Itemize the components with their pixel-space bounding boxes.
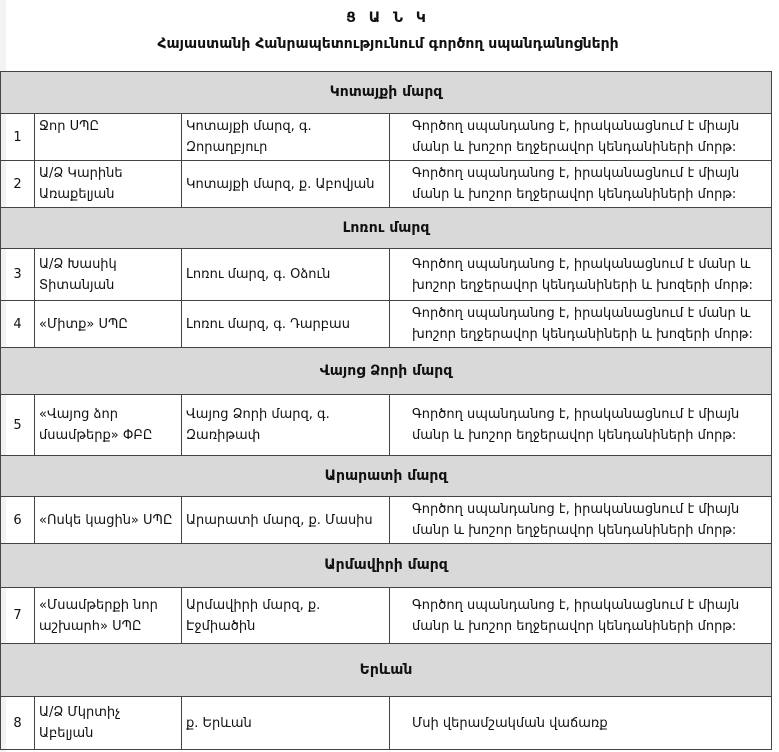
- description: Գործող սպանդանոց է, իրականացնում է միայն մանր և խոշոր եղջերավոր կենդանիների մորթ:: [390, 395, 772, 456]
- row-number: 5: [1, 395, 35, 456]
- location: Վայոց Ձորի մարզ, գ. Զառիթափ: [182, 395, 390, 456]
- region-header-row: [1, 644, 772, 697]
- table-row: [1, 301, 772, 348]
- row-number: 6: [1, 497, 35, 544]
- description: Մսի վերամշակման վաճառք: [390, 697, 772, 750]
- row-number: 7: [1, 588, 35, 644]
- company-name: Ա/Ձ Մկրտիչ Աբելյան: [35, 697, 182, 750]
- document-subtitle: Հայաստանի Հանրապետությունում գործող սպանդանոցների: [157, 36, 619, 52]
- location: Կոտայքի մարզ, գ. Զորաղբյուր: [182, 114, 390, 161]
- region-header-row: [1, 544, 772, 588]
- region-name: Արարատի մարզ: [1, 456, 772, 497]
- region-name: Արմավիրի մարզ: [1, 544, 772, 588]
- location: Լոռու մարզ, գ. Օձուն: [182, 249, 390, 301]
- region-name: Երևան: [1, 644, 772, 697]
- company-name: «Վայոց ձոր մսամթերք» ՓԲԸ: [35, 395, 182, 456]
- slaughterhouse-table: [0, 71, 772, 750]
- location: Լոռու մարզ, գ. Դարբաս: [182, 301, 390, 348]
- region-name: Կոտայքի մարզ: [1, 72, 772, 114]
- table-row: [1, 249, 772, 301]
- region-header-row: [1, 72, 772, 114]
- description: Գործող սպանդանոց է, իրականացնում է միայն մանր և խոշոր եղջերավոր կենդանիների մորթ:: [390, 497, 772, 544]
- description: Գործող սպանդանոց է, իրականացնում է միայն մանր և խոշոր եղջերավոր կենդանիների մորթ:: [390, 161, 772, 208]
- company-name: Ջոր ՍՊԸ: [35, 114, 182, 161]
- row-number: 1: [1, 114, 35, 161]
- table-row: [1, 697, 772, 750]
- table-row: [1, 114, 772, 161]
- row-number: 8: [1, 697, 35, 750]
- location: Արմավիրի մարզ, ք. Էջմիածին: [182, 588, 390, 644]
- description: Գործող սպանդանոց է, իրականացնում է մանր և խոշոր եղջերավոր կենդանիների և խոզերի մորթ:: [390, 301, 772, 348]
- company-name: «Մսամթերքի նոր աշխարհ» ՍՊԸ: [35, 588, 182, 644]
- row-number: 3: [1, 249, 35, 301]
- region-name: Լոռու մարզ: [1, 208, 772, 249]
- description: Գործող սպանդանոց է, իրականացնում է միայն մանր և խոշոր եղջերավոր կենդանիների մորթ:: [390, 588, 772, 644]
- region-header-row: [1, 208, 772, 249]
- row-number: 2: [1, 161, 35, 208]
- table-row: [1, 497, 772, 544]
- table-row: [1, 395, 772, 456]
- table-row: [1, 588, 772, 644]
- region-header-row: [1, 348, 772, 395]
- description: Գործող սպանդանոց է, իրականացնում է մանր և խոշոր եղջերավոր կենդանիների և խոզերի մորթ:: [390, 249, 772, 301]
- document-title: Ց Ա Ն Կ: [346, 10, 430, 26]
- location: ք. Երևան: [182, 697, 390, 750]
- location: Արարատի մարզ, ք. Մասիս: [182, 497, 390, 544]
- company-name: «Ոսկե կացին» ՍՊԸ: [35, 497, 182, 544]
- region-header-row: [1, 456, 772, 497]
- region-name: Վայոց Ձորի մարզ: [1, 348, 772, 395]
- row-number: 4: [1, 301, 35, 348]
- company-name: Ա/Ձ Կարինե Առաքելյան: [35, 161, 182, 208]
- location: Կոտայքի մարզ, ք. Աբովյան: [182, 161, 390, 208]
- company-name: Ա/Ձ Խասիկ Տիտանյան: [35, 249, 182, 301]
- company-name: «Միտք» ՍՊԸ: [35, 301, 182, 348]
- description: Գործող սպանդանոց է, իրականացնում է միայն մանր և խոշոր եղջերավոր կենդանիների մորթ:: [390, 114, 772, 161]
- table-row: [1, 161, 772, 208]
